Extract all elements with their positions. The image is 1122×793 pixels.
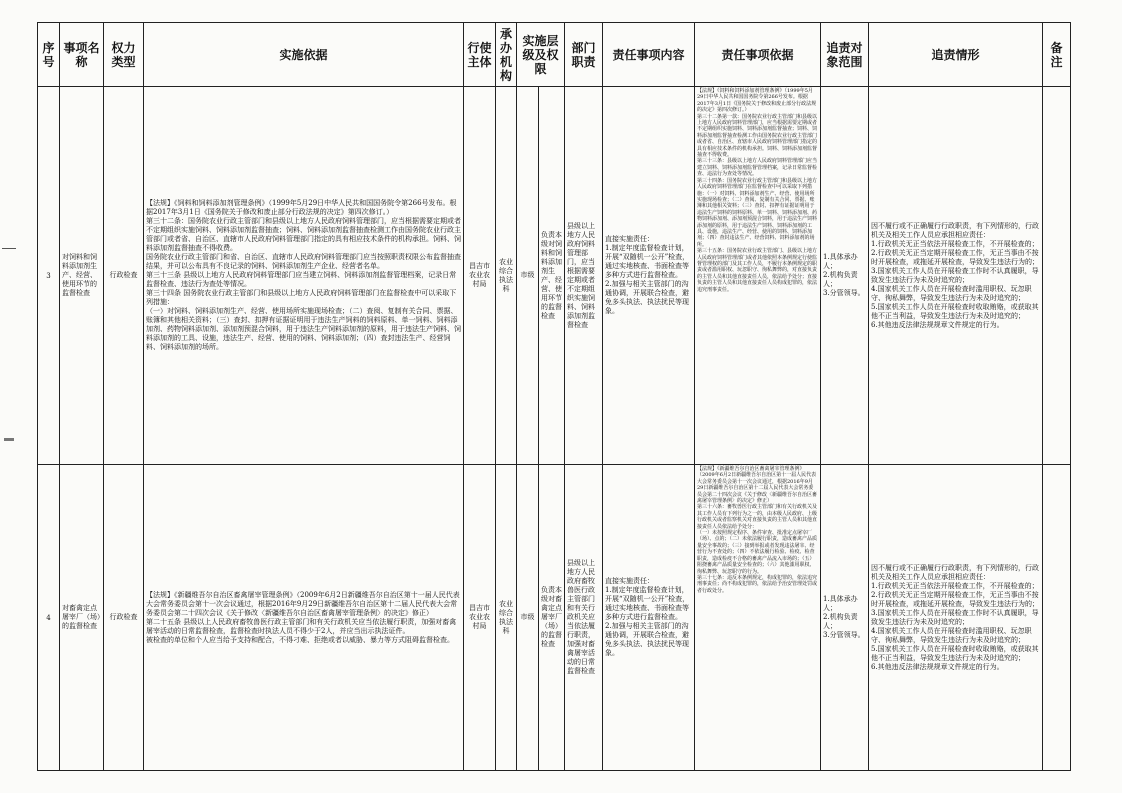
header-duty: 部门职责 <box>565 23 603 87</box>
row-remark <box>1043 87 1071 465</box>
header-name: 事项名称 <box>60 23 104 87</box>
row-level: 市级 <box>517 465 539 771</box>
table-row <box>38 87 1071 465</box>
row-content: 直接实施责任： 1.制定年度监督检查计划，开展“双随机一公开”检查，通过实地核查、书面检查等多种方式进行监督检查。 2.加强与相关主管部门的沟通协调，开展联合检查，避免多头执法、执法扰民等现象。 <box>603 87 695 465</box>
row-name: 对畜禽定点屠宰厂（场）的监督检查 <box>60 465 104 771</box>
responsibility-table <box>37 22 1071 771</box>
header-row <box>38 23 1071 87</box>
header-content: 责任事项内容 <box>603 23 695 87</box>
row-liability-basis: 【法规】《饲料和饲料添加剂管理条例》（1999年5月29日中华人民共和国国务院令第266号发布。根据2017年3月1日《国务院关于修改和废止部分行政法规的决定》第四次修订。） 第三十二条第一款：国务院农业行政主管部门和县级以上地方人民政府饲料管理部门，应当根据需要定期或者不定期组织实施饲料、饲料添加剂监督抽查；饲料、饲料添加剂监督抽查检测工作由国务院农业行政主管部门或者省、自治区、直辖市人民政府饲料管理部门指定的具有相应技术条件的机构承担。饲料、饲料添加剂监督抽查不得收费。 第三十三条：县级以上地方人民政府饲料管理部门应当建立饲料、饲料添加剂监督管理档案，记录日常监督检查、违法行为查处等情况。 第三十四条：国务院农业行政主管部门和县级以上地方人民政府饲料管理部门在监督检查中可以采取下列措施：（一）对饲料、饲料添加剂生产、经营、使用场所实施现场检查；（二）查阅、复制有关合同、票据、账簿和其他相关资料；（三）查封、扣押有证据证明用于违法生产饲料的饲料原料、单一饲料、饲料添加剂、药物饲料添加剂、添加剂预混合饲料，用于违法生产饲料添加剂的原料，用于违法生产饲料、饲料添加剂的工具、设施，违法生产、经营、使用的饲料、饲料添加剂；（四）查封违法生产、经营饲料、饲料添加剂的场所。 第三十五条：国务院农业行政主管部门、县级以上地方人民政府饲料管理部门或者其他依照本条例规定行使监督管理权的部门及其工作人员，不履行本条例规定的职责或者滥用职权、玩忽职守、徇私舞弊的，对直接负责的主管人员和其他直接责任人员，依法给予处分；直接负责的主管人员和其他直接责任人员构成犯罪的，依法追究刑事责任。 <box>695 87 821 465</box>
header-basis: 实施依据 <box>144 23 464 87</box>
header-remark: 备注 <box>1043 23 1071 87</box>
row-subject: 昌吉市农业农村局 <box>464 87 496 465</box>
header-subject: 行使主体 <box>464 23 496 87</box>
row-name: 对饲料和饲料添加剂生产、经营、使用环节的监督检查 <box>60 87 104 465</box>
row-content: 直接实施责任： 1.制定年度监督检查计划，开展“双随机一公开”检查，通过实地核查、书面检查等多种方式进行监督检查。 2.加强与相关主管部门的沟通协调，开展联合检查，避免多头执法、执法扰民等现象。 <box>603 465 695 771</box>
row-remark <box>1043 465 1071 771</box>
header-type: 权力类型 <box>104 23 144 87</box>
row-type: 行政检查 <box>104 87 144 465</box>
header-no: 序号 <box>38 23 60 87</box>
row-duty: 负责本级对畜禽定点屠宰厂（场）的监督检查 <box>539 465 565 771</box>
row-liability-basis: 【法规】《新疆维吾尔自治区畜禽屠宰管理条例》（2009年6月2日新疆维吾尔自治区第十一届人民代表大会常务委员会第十一次会议通过，根据2016年9月29日新疆维吾尔自治区第十二届人民代表大会常务委员会第二十四次会议《关于修改〈新疆维吾尔自治区畜禽屠宰管理条例〉的决定》修正） 第三十六条：畜牧兽医行政主管部门和有关行政机关及其工作人员有下列行为之一的，由本级人民政府、上级行政机关或者监察机关对直接负责的主管人员和其他直接责任人员依法给予处分： （一）未按照规定程序、条件审查、批准定点屠宰厂（场）、点的；（二）未依法履行职责，造成畜禽产品质量安全事故的；（三）接到举报或者发现违法屠宰、经营行为不查处的；（四）不依法履行检验、检疫、检查职责，造成检疫不合格的畜禽产品流入市场的；（五）阻挠畜禽产品质量安全检查的；（六）其他滥用职权、徇私舞弊、玩忽职守的行为。 第三十七条：违反本条例规定，构成犯罪的，依法追究刑事责任；尚不构成犯罪的，依法给予治安管理处罚或者行政处分。 <box>695 465 821 771</box>
header-level: 实施层级及权限 <box>517 23 565 87</box>
margin-mark-block <box>4 438 14 441</box>
row-type: 行政检查 <box>104 465 144 771</box>
row-no: 3 <box>38 87 60 465</box>
table-row <box>38 465 1071 771</box>
row-duty-detail: 县级以上地方人民政府饲料管理部门，应当根据需要定期或者不定期组织实施饲料、饲料添加剂监督检查 <box>565 87 603 465</box>
row-scope: 1.具体承办人； 2.机构负责人； 3.分管领导。 <box>821 87 869 465</box>
row-agency: 农业综合执法科 <box>496 465 517 771</box>
row-agency: 农业综合执法科 <box>496 87 517 465</box>
row-scope: 1.具体承办人； 2.机构负责人； 3.分管领导。 <box>821 465 869 771</box>
row-level: 市级 <box>517 87 539 465</box>
row-situations: 因不履行或不正确履行行政职责，有下列情形的，行政机关及相关工作人员应承担相应责任： 1.行政机关无正当依法开展检查工作，不开展检查的； 2.行政机关无正当定期开展检查工作，无正当事由不按时开展检查，或拖延开展检查，导致发生违法行为的； 3.国家机关工作人员在开展检查工作时不认真履职，导致发生违法行为未及时追究的； 4.国家机关工作人员在开展检查时滥用职权、玩忽职守、徇私舞弊，导致发生违法行为未及时追究的； 5.国家机关工作人员在开展检查时收取贿赂，或获取其他不正当利益，导致发生违法行为未及时追究的； 6.其他违反法律法规规章文件规定的行为。 <box>869 87 1043 465</box>
header-liability-basis: 责任事项依据 <box>695 23 821 87</box>
margin-mark-dash <box>2 248 16 249</box>
row-subject: 昌吉市农业农村局 <box>464 465 496 771</box>
row-duty-detail: 县级以上地方人民政府畜牧兽医行政主管部门和有关行政机关应当依法履行职责，加强对畜禽屠宰活动的日常监督检查 <box>565 465 603 771</box>
row-duty: 负责本级对饲料和饲料添加剂生产、经营、使用环节的监督检查 <box>539 87 565 465</box>
row-no: 4 <box>38 465 60 771</box>
row-situations: 因不履行或不正确履行行政职责，有下列情形的，行政机关及相关工作人员应承担相应责任： 1.行政机关无正当依法开展检查工作，不开展检查的； 2.行政机关无正当定期开展检查工作，无正当事由不按时开展检查，或拖延开展检查，导致发生违法行为的； 3.国家机关工作人员在开展检查工作时不认真履职，导致发生违法行为未及时追究的； 4.国家机关工作人员在开展检查时滥用职权、玩忽职守、徇私舞弊，导致发生违法行为未及时追究的； 5.国家机关工作人员在开展检查时收取贿赂，或获取其他不正当利益，导致发生违法行为未及时追究的； 6.其他违反法律法规规章文件规定的行为。 <box>869 465 1043 771</box>
header-scope: 追责对象范围 <box>821 23 869 87</box>
header-situations: 追责情形 <box>869 23 1043 87</box>
row-basis: 【法规】《饲料和饲料添加剂管理条例》（1999年5月29日中华人民共和国国务院令第266号发布。根据2017年3月1日《国务院关于修改和废止部分行政法规的决定》第四次修订。） 第三十二条：国务院农业行政主管部门和县级以上地方人民政府饲料管理部门，应当根据需要定期或者不定期组织实施饲料、饲料添加剂监督抽查；饲料、饲料添加剂监督抽查检测工作由国务院农业行政主管部门或者省、自治区、直辖市人民政府饲料管理部门指定的具有相应技术条件的机构承担。饲料、饲料添加剂监督抽查不得收费。 国务院农业行政主管部门和省、自治区、直辖市人民政府饲料管理部门应当按照职责权限公布监督抽查结果，并可以公布具有不良记录的饲料、饲料添加剂生产企业、经营者名单。 第三十三条 县级以上地方人民政府饲料管理部门应当建立饲料、饲料添加剂监督管理档案，记录日常监督检查、违法行为查处等情况。 第三十四条 国务院农业行政主管部门和县级以上地方人民政府饲料管理部门在监督检查中可以采取下列措施： （一）对饲料、饲料添加剂生产、经营、使用场所实施现场检查；（二）查阅、复制有关合同、票据、账簿和其他相关资料；（三）查封、扣押有证据证明用于违法生产饲料的饲料原料、单一饲料、饲料添加剂、药物饲料添加剂、添加剂预混合饲料，用于违法生产饲料添加剂的原料，用于违法生产饲料、饲料添加剂的工具、设施，违法生产、经营、使用的饲料、饲料添加剂；（四）查封违法生产、经营饲料、饲料添加剂的场所。 <box>144 87 464 465</box>
header-agency: 承办机构 <box>496 23 517 87</box>
row-basis: 【法规】《新疆维吾尔自治区畜禽屠宰管理条例》（2009年6月2日新疆维吾尔自治区第十一届人民代表大会常务委员会第十一次会议通过，根据2016年9月29日新疆维吾尔自治区第十二届人民代表大会常务委员会第二十四次会议《关于修改〈新疆维吾尔自治区畜禽屠宰管理条例〉的决定》修正） 第二十五条 县级以上人民政府畜牧兽医行政主管部门和有关行政机关应当依法履行职责，加强对畜禽屠宰活动的日常监督检查，监督检查时执法人员不得少于2人，并应当出示执法证件。 被检查的单位和个人应当给予支持和配合，不得刁难、拒绝或者以威胁、暴力等方式阻碍监督检查。 <box>144 465 464 771</box>
